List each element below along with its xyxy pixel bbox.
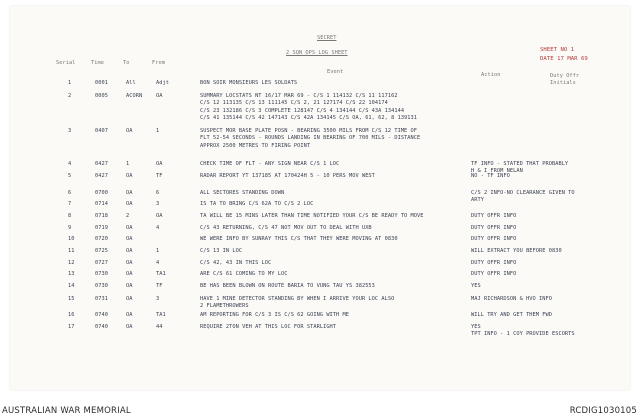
entry-event-line: ALL SECTORES STANDING DOWN — [200, 190, 285, 196]
entry-to: OA — [126, 128, 133, 134]
entry-action-line: YES — [471, 324, 481, 330]
entry-event-line: C/S 12 113135 C/S 13 111145 C/S 2, 21 127174 C/S 22 104174 — [200, 100, 388, 107]
entry-from: 4 — [156, 260, 160, 266]
entry-event-line: 2 FLAMETHROWERS — [200, 303, 249, 310]
entry-event-line: BON SOIR MONSIEURS LES SOLDATS — [200, 80, 298, 86]
entry-action-line: DUTY OFFR INFO — [471, 213, 517, 219]
entry-time: 0427 — [95, 161, 108, 167]
entry-time: 0427 — [95, 173, 108, 179]
col-header-event: Event — [327, 69, 344, 75]
entry-serial: 6 — [68, 190, 72, 196]
entry-event-line: REQUIRE 2TON VEH AT THIS LOC FOR STARLIGHT — [200, 324, 337, 330]
entry-action-line: DUTY OFFR INFO — [471, 260, 517, 266]
entry-action-line: NO - TF INFO — [471, 173, 510, 179]
entry-time: 0700 — [95, 190, 108, 196]
entry-from: 1 — [156, 128, 160, 134]
col-header-initials: Initials — [550, 80, 576, 86]
entry-serial: 4 — [68, 161, 72, 167]
entry-event-line: HAVE 1 MINE DETECTOR STANDING BY WHEN I ARRIVE YOUR LOC ALSO — [200, 296, 395, 302]
entry-serial: 13 — [68, 271, 75, 277]
entry-event-line: FLT 52-54 SECONDS - ROUNDS LANDING IN BEARING OF 700 MILS - DISTANCE — [200, 135, 421, 142]
entry-time: 0718 — [95, 213, 108, 219]
entry-to: All — [126, 80, 136, 86]
entry-to: 2 — [126, 213, 130, 219]
entry-to: ACORN — [126, 93, 143, 99]
footer-record-id: RCDIG1030105 — [569, 406, 637, 416]
entry-event-line: AM REPORTING FOR C/S 3 IS C/S 62 GOING WITH ME — [200, 312, 349, 318]
col-header-from: From — [152, 60, 165, 66]
entry-time: 0005 — [95, 93, 108, 99]
entry-action-line: WILL EXTRACT YOU BEFORE 0830 — [471, 248, 562, 254]
entry-from: OA — [156, 93, 163, 99]
entry-to: OA — [126, 283, 133, 289]
entry-time: 0719 — [95, 225, 108, 231]
entry-event-line: SUSPECT MOR BASE PLATE POSN - BEARING 3500 MILS FROM C/S 12 TIME OF — [200, 128, 418, 134]
entry-from: TF — [156, 173, 163, 179]
sheet-number: SHEET NO 1 — [540, 47, 575, 53]
entry-from: 44 — [156, 324, 163, 330]
entry-action-line: TF INFO - STATED THAT PROBABLY — [471, 161, 569, 167]
entry-serial: 12 — [68, 260, 75, 266]
entry-serial: 11 — [68, 248, 75, 254]
entry-action-line: DUTY OFFR INFO — [471, 236, 517, 242]
log-sheet-paper — [10, 6, 630, 390]
entry-event-line: SUMMARY LOCSTATS NT 16/17 MAR 69 - C/S 1 114132 C/S 11 117162 — [200, 93, 398, 99]
entry-time: 0740 — [95, 312, 108, 318]
entry-event-line: WE WERE INFO BY SUNRAY THIS C/S THAT THEY WERE MOVING AT 0830 — [200, 236, 398, 242]
entry-action-line: TPT INFO - 1 COY PROVIDE ESCORTS — [471, 331, 575, 338]
entry-time: 0714 — [95, 201, 108, 207]
entry-event-line: ARE C/S 61 COMING TO MY LOC — [200, 271, 288, 277]
entry-event-line: RADAR REPORT YT 137185 AT 170424H 5 - 10 PERS MOV WEST — [200, 173, 375, 179]
entry-to: OA — [126, 201, 133, 207]
col-header-serial: Serial — [56, 60, 76, 66]
entry-serial: 7 — [68, 201, 72, 207]
entry-action-line: WILL TRY AND GET THEM FWD — [471, 312, 552, 318]
entry-event-line: TA WILL BE 15 MINS LATER THAN TIME NOTIFIED YOUR C/S BE READY TO MOVE — [200, 213, 424, 219]
entry-event-line: CHECK TIME OF FLT - ANY SIGN NEAR C/S 1 LOC — [200, 161, 340, 167]
entry-serial: 14 — [68, 283, 75, 289]
entry-to: OA — [126, 271, 133, 277]
entry-to: OA — [126, 296, 133, 302]
entry-to: OA — [126, 324, 133, 330]
entry-from: TF — [156, 283, 163, 289]
entry-from: TA1 — [156, 271, 166, 277]
entry-action-line: YES — [471, 283, 481, 289]
entry-action-line: H & I FROM NELAN — [471, 168, 523, 175]
entry-from: 1 — [156, 248, 160, 254]
entry-action-line: C/S 2 INFO-NO CLEARANCE GIVEN TO — [471, 190, 575, 196]
entry-from: 3 — [156, 201, 160, 207]
entry-event-line: C/S 13 IN LOC — [200, 248, 243, 254]
entry-action-line: ARTY — [471, 197, 484, 204]
entry-serial: 10 — [68, 236, 75, 242]
entry-time: 0001 — [95, 80, 108, 86]
sheet-date: DATE 17 MAR 69 — [540, 56, 588, 62]
entry-time: 0720 — [95, 236, 108, 242]
entry-action-line: DUTY OFFR INFO — [471, 225, 517, 231]
entry-to: OA — [126, 190, 133, 196]
entry-serial: 15 — [68, 296, 75, 302]
entry-from: OA — [156, 161, 163, 167]
entry-to: 1 — [126, 161, 130, 167]
entry-event-line: C/S 23 132186 C/S 3 COMPLETE 128147 C/S 4 134144 C/S 43A 134144 — [200, 107, 405, 114]
entry-event-line: C/S 43 RETURNING, C/S 47 NOT MOV OUT TO DEAL WITH UXB — [200, 225, 372, 231]
entry-from: 4 — [156, 225, 160, 231]
col-header-to: To — [123, 60, 130, 66]
entry-serial: 1 — [68, 80, 72, 86]
entry-action-line: DUTY OFFR INFO — [471, 271, 517, 277]
col-header-action: Action — [481, 72, 501, 78]
entry-to: OA — [126, 260, 133, 266]
entry-serial: 9 — [68, 225, 72, 231]
footer-institution: AUSTRALIAN WAR MEMORIAL — [2, 406, 131, 416]
entry-time: 0740 — [95, 324, 108, 330]
entry-serial: 2 — [68, 93, 72, 99]
entry-action-line: MAJ RICHARDSON & HVO INFO — [471, 296, 552, 302]
entry-time: 0730 — [95, 283, 108, 289]
entry-event-line: APPROX 2500 METRES TO FIRING POINT — [200, 142, 311, 149]
entry-from: Adjt — [156, 80, 169, 86]
header-title: SECRET — [317, 35, 337, 41]
entry-from: OA — [156, 213, 163, 219]
header-subtitle: 2 SQN OPS LOG SHEET — [286, 50, 348, 56]
entry-from: TA1 — [156, 312, 166, 318]
entry-serial: 8 — [68, 213, 72, 219]
entry-event-line: IS TA TO BRING C/S 62A TO C/S 2 LOC — [200, 201, 314, 207]
entry-from: 3 — [156, 296, 160, 302]
entry-to: OA — [126, 312, 133, 318]
col-header-duty-offr: Duty Offr — [550, 73, 580, 79]
entry-time: 0407 — [95, 128, 108, 134]
entry-to: OA — [126, 248, 133, 254]
entry-serial: 16 — [68, 312, 75, 318]
entry-to: OA — [126, 236, 133, 242]
entry-time: 0725 — [95, 248, 108, 254]
col-header-time: Time — [91, 60, 104, 66]
entry-to: OA — [126, 225, 133, 231]
entry-event-line: C/S 42, 43 IN THIS LOC — [200, 260, 272, 266]
entry-serial: 17 — [68, 324, 75, 330]
entry-event-line: C/S 41 135144 C/S 42 147143 C/S 42A 134145 C/S OA, 61, 62, 8 139131 — [200, 114, 418, 121]
entry-time: 0727 — [95, 260, 108, 266]
entry-from: 6 — [156, 190, 160, 196]
entry-time: 0730 — [95, 271, 108, 277]
entry-serial: 3 — [68, 128, 72, 134]
entry-event-line: BE HAS BEEN BLOWN ON ROUTE BARIA TO VUNG TAU YS 382553 — [200, 283, 375, 289]
entry-time: 0731 — [95, 296, 108, 302]
entry-to: OA — [126, 173, 133, 179]
entry-serial: 5 — [68, 173, 72, 179]
